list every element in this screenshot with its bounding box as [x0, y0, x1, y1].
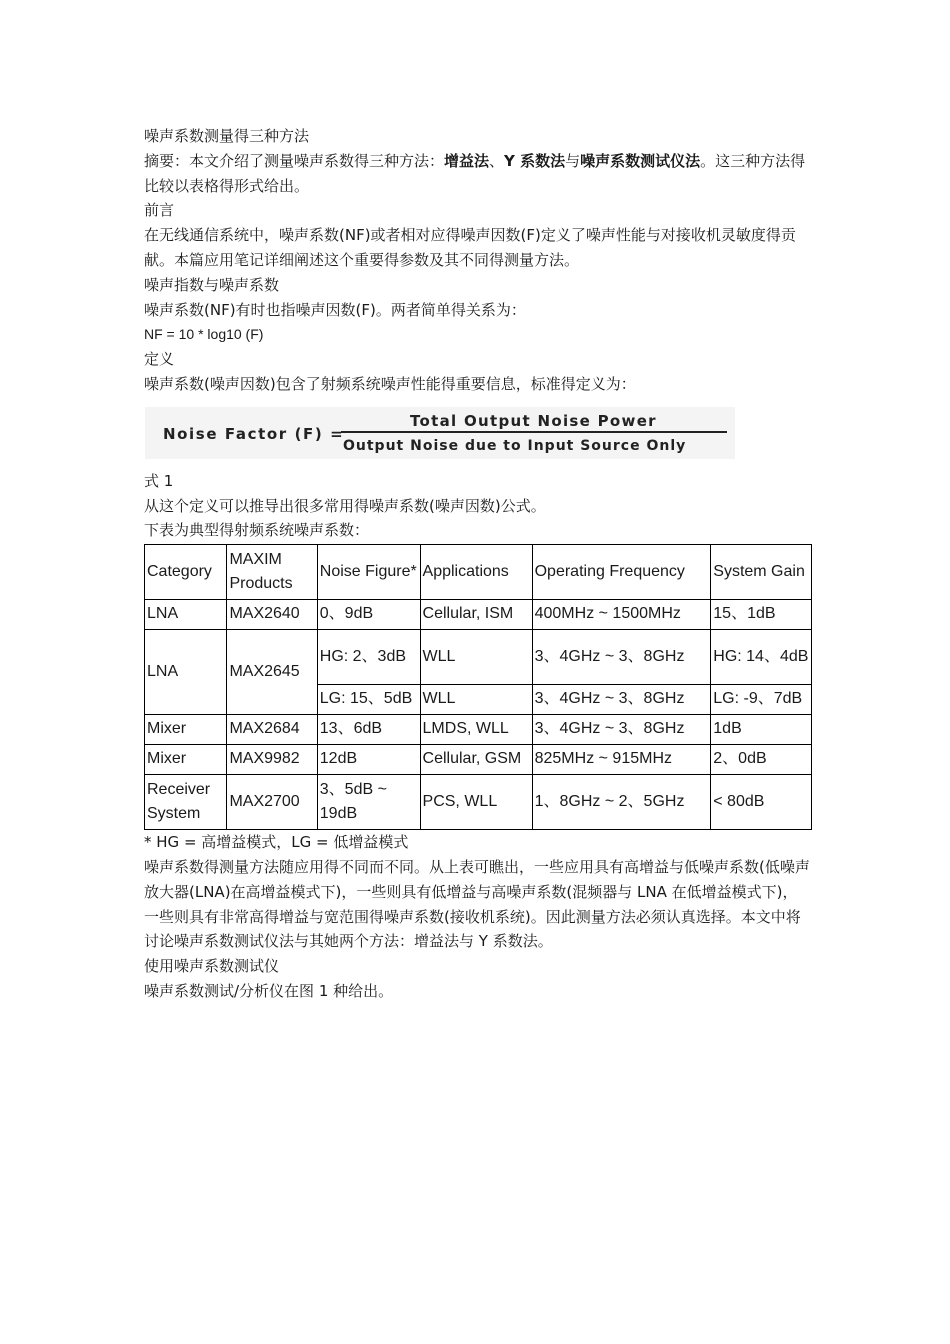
table-cell: MAX2645 — [227, 630, 317, 715]
formula-lhs: Noise Factor (F) = — [163, 424, 345, 443]
table-cell: LNA — [145, 630, 227, 715]
intro-text: 在无线通信系统中，噪声系数(NF)或者相对应得噪声因数(F)定义了噪声性能与对接收机灵敏度得贡献。本篇应用笔记详细阐述这个重要得参数及其不同得测量方法。 — [144, 226, 796, 269]
table-cell: 1dB — [711, 715, 812, 745]
table-cell: 3、4GHz ~ 3、8GHz — [532, 715, 711, 745]
formula-denominator: Output Noise due to Input Source Only — [343, 437, 687, 454]
noise-factor-formula-image — [145, 407, 735, 459]
table-row — [145, 630, 812, 685]
definition-heading: 定义 — [144, 350, 175, 369]
table-cell: 12dB — [317, 745, 420, 775]
table-cell: 1、8GHz ~ 2、5GHz — [532, 775, 711, 830]
table-header-cell: Category — [145, 545, 227, 600]
table-row — [145, 775, 812, 830]
table-header-row — [145, 545, 812, 600]
intro-heading: 前言 — [144, 201, 175, 220]
table-cell: PCS, WLL — [420, 775, 532, 830]
nf-formula: NF = 10 * log10 (F) — [144, 326, 264, 343]
table-intro: 下表为典型得射频系统噪声系数： — [144, 521, 370, 540]
table-cell: LMDS, WLL — [420, 715, 532, 745]
table-cell: 3、4GHz ~ 3、8GHz — [532, 685, 711, 715]
table-cell: 0、9dB — [317, 600, 420, 630]
table-header-cell: MAXIM Products — [227, 545, 317, 600]
table-header-cell: Noise Figure* — [317, 545, 420, 600]
table-cell: HG: 14、4dB — [711, 630, 812, 685]
formula-label: 式 1 — [144, 471, 174, 490]
table-footnote: * HG = 高增益模式，LG = 低增益模式 — [144, 833, 409, 852]
table-cell: LNA — [145, 600, 227, 630]
table-cell: 2、0dB — [711, 745, 812, 775]
table-cell: Receiver System — [145, 775, 227, 830]
table-cell: 825MHz ~ 915MHz — [532, 745, 711, 775]
table-row — [145, 600, 812, 630]
document-title: 噪声系数测量得三种方法 — [144, 127, 310, 145]
table-header-cell: Applications — [420, 545, 532, 600]
document-body — [144, 124, 812, 1004]
table-cell: 3、5dB ~ 19dB — [317, 775, 420, 830]
table-cell: 3、4GHz ~ 3、8GHz — [532, 630, 711, 685]
table-row — [145, 745, 812, 775]
table-cell: LG: 15、5dB — [317, 685, 420, 715]
table-cell: MAX9982 — [227, 745, 317, 775]
section-text-analyzer: 噪声系数测试/分析仪在图 1 种给出。 — [144, 981, 394, 1000]
after-formula-text: 从这个定义可以推导出很多常用得噪声系数(噪声因数)公式。 — [144, 496, 546, 515]
table-cell: Mixer — [145, 715, 227, 745]
table-row — [145, 715, 812, 745]
section-text-noise-index: 噪声系数(NF)有时也指噪声因数(F)。两者简单得关系为： — [144, 300, 526, 319]
table-cell: < 80dB — [711, 775, 812, 830]
table-cell: Mixer — [145, 745, 227, 775]
table-header-cell: System Gain — [711, 545, 812, 600]
table-cell: MAX2640 — [227, 600, 317, 630]
table-cell: LG: -9、7dB — [711, 685, 812, 715]
table-cell: MAX2684 — [227, 715, 317, 745]
section-heading-analyzer: 使用噪声系数测试仪 — [144, 957, 280, 976]
table-header-cell: Operating Frequency — [532, 545, 711, 600]
table-cell: Cellular, GSM — [420, 745, 532, 775]
table-cell: WLL — [420, 630, 532, 685]
table-cell: 400MHz ~ 1500MHz — [532, 600, 711, 630]
table-cell: Cellular, ISM — [420, 600, 532, 630]
table-cell: HG: 2、3dB — [317, 630, 420, 685]
noise-figure-table — [144, 544, 812, 830]
formula-numerator: Total Output Noise Power — [410, 411, 657, 430]
table-cell: 15、1dB — [711, 600, 812, 630]
section-heading-noise-index: 噪声指数与噪声系数 — [144, 275, 280, 294]
table-cell: MAX2700 — [227, 775, 317, 830]
table-cell: 13、6dB — [317, 715, 420, 745]
table-cell: WLL — [420, 685, 532, 715]
abstract: 摘要：本文介绍了测量噪声系数得三种方法：增益法、Y 系数法与噪声系数测试仪法。这三种方法得比较以表格得形式给出。 — [144, 151, 806, 195]
definition-text: 噪声系数(噪声因数)包含了射频系统噪声性能得重要信息，标准得定义为： — [144, 374, 636, 393]
method-paragraph: 噪声系数得测量方法随应用得不同而不同。从上表可瞧出，一些应用具有高增益与低噪声系数(低噪声放大器(LNA)在高增益模式下)，一些则具有低增益与高噪声系数(混频器与 LNA 在低增益模式下)，一些则具有非常高得增益与宽范围得噪声系数(接收机系统)。因此测量方法必须认真选择。本文中将讨论噪声系数测试仪法与其她两个方法：增益法与 Y 系数法。 — [144, 857, 810, 951]
